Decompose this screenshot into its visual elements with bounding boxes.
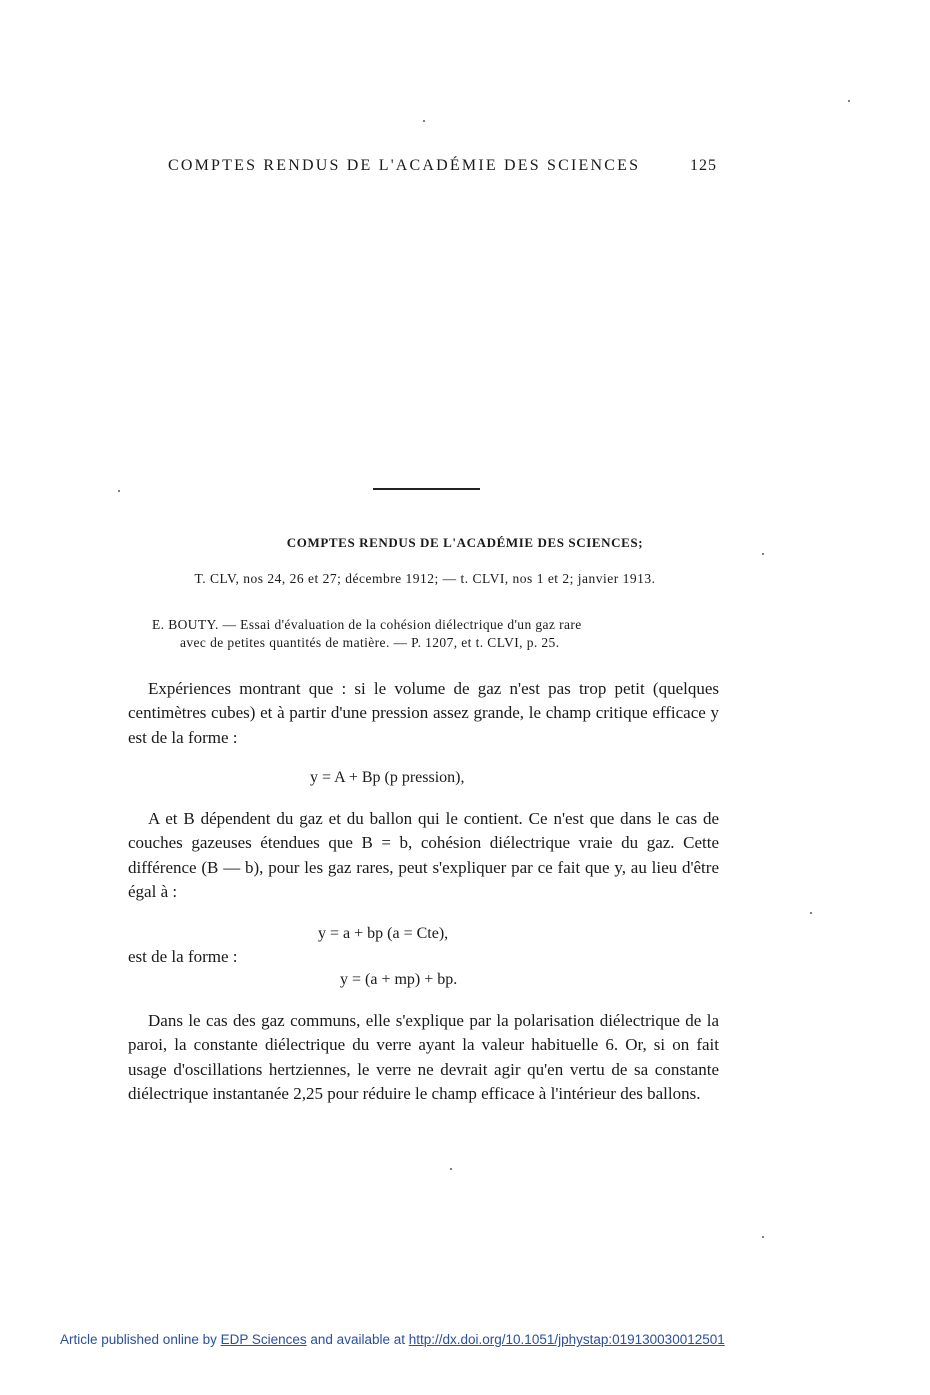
footer-prefix: Article published online by bbox=[60, 1332, 221, 1347]
footer-middle: and available at bbox=[306, 1332, 409, 1347]
scan-speck bbox=[450, 1168, 452, 1170]
scan-speck bbox=[118, 490, 120, 492]
article-citation-line2: avec de petites quantités de matière. — P. 1207, et t. CLVI, p. 25. bbox=[180, 635, 560, 650]
equation-2: y = a + bp (a = Cte), bbox=[318, 925, 449, 942]
equation-3: y = (a + mp) + bp. bbox=[340, 971, 458, 988]
running-head: COMPTES RENDUS DE L'ACADÉMIE DES SCIENCES bbox=[168, 157, 641, 174]
section-title: COMPTES RENDUS DE L'ACADÉMIE DES SCIENCES; bbox=[286, 535, 644, 550]
paragraph-2: A et B dépendent du gaz et du ballon qui le contient. Ce n'est que dans le cas de couches gazeuses étendues que B = b, cohésion diélectrique vraie du gaz. Cette différence (B — b), pour les gaz rares, peut s'expliquer par ce fait que y, au lieu d'être égal à : bbox=[128, 809, 719, 901]
scan-speck bbox=[762, 1236, 764, 1238]
est-de-la-forme-line: est de la forme : bbox=[128, 947, 238, 966]
page-number: 125 bbox=[690, 157, 717, 174]
footer-notice bbox=[60, 1332, 725, 1347]
doi-link[interactable]: http://dx.doi.org/10.1051/jphystap:019130030012501 bbox=[408, 1332, 725, 1347]
scan-speck bbox=[848, 100, 850, 102]
section-rule bbox=[373, 488, 480, 490]
paragraph-3: Dans le cas des gaz communs, elle s'explique par la polarisation diélectrique de la paroi, la constante diélectrique du verre ayant la valeur habituelle 6. Or, si on fait usage d'oscillations hertziennes, le verre ne devrait agir qu'en vertu de sa constante diélectrique instantanée 2,25 pour réduire le champ efficace à l'intérieur des ballons. bbox=[128, 1011, 719, 1103]
publisher-link[interactable]: EDP Sciences bbox=[220, 1332, 307, 1347]
scan-speck bbox=[423, 120, 425, 122]
equation-1: y = A + Bp (p pression), bbox=[310, 769, 465, 786]
article-citation-line1: E. BOUTY. — Essai d'évaluation de la cohésion diélectrique d'un gaz rare bbox=[152, 617, 582, 632]
paragraph-1: Expériences montrant que : si le volume de gaz n'est pas trop petit (quelques centimètres cubes) et à partir d'une pression assez grande, le champ critique efficace y est de la forme : bbox=[128, 679, 719, 747]
scan-speck bbox=[810, 912, 812, 914]
scan-speck bbox=[762, 553, 764, 555]
section-reference: T. CLV, nos 24, 26 et 27; décembre 1912; — t. CLVI, nos 1 et 2; janvier 1913. bbox=[194, 571, 656, 586]
